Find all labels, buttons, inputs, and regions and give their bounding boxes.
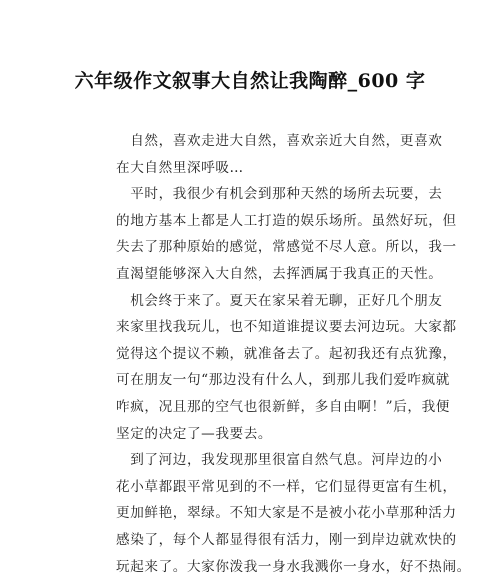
- text-line: 感染了，每个人都显得很有活力，刚一到岸边就欢快的: [116, 527, 420, 554]
- text-line: 坚定的决定了—我要去。: [116, 421, 420, 448]
- text-line: 直渴望能够深入大自然，去挥洒属于我真正的天性。: [116, 261, 420, 288]
- text-line: 更加鲜艳，翠绿。不知大家是不是被小花小草那种活力: [116, 500, 420, 527]
- document-title: 六年级作文叙事大自然让我陶醉_600 字: [0, 66, 500, 93]
- text-line: 玩起来了。大家你泼我一身水我溅你一身水，好不热闹。: [116, 554, 420, 580]
- text-line: 机会终于来了。夏天在家呆着无聊，正好几个朋友: [116, 288, 420, 315]
- text-line: 失去了那种原始的感觉，常感觉不尽人意。所以，我一: [116, 234, 420, 261]
- text-line: 花小草都跟平常见到的不一样，它们显得更富有生机，: [116, 474, 420, 501]
- text-line: 咋疯，况且那的空气也很新鲜，多自由啊！”后，我便: [116, 394, 420, 421]
- document-body: [116, 128, 420, 580]
- text-line: 平时，我很少有机会到那种天然的场所去玩要，去: [116, 181, 420, 208]
- text-line: 在大自然里深呼吸…: [116, 155, 420, 182]
- text-line: 自然，喜欢走进大自然，喜欢亲近大自然，更喜欢: [116, 128, 420, 155]
- text-line: 可在朋友一句“那边没有什么人，到那儿我们爱咋疯就: [116, 367, 420, 394]
- text-line: 来家里找我玩儿，也不知道谁提议要去河边玩。大家都: [116, 314, 420, 341]
- text-line: 觉得这个提议不赖，就准备去了。起初我还有点犹豫，: [116, 341, 420, 368]
- text-line: 的地方基本上都是人工打造的娱乐场所。虽然好玩，但: [116, 208, 420, 235]
- text-line: 到了河边，我发现那里很富自然气息。河岸边的小: [116, 447, 420, 474]
